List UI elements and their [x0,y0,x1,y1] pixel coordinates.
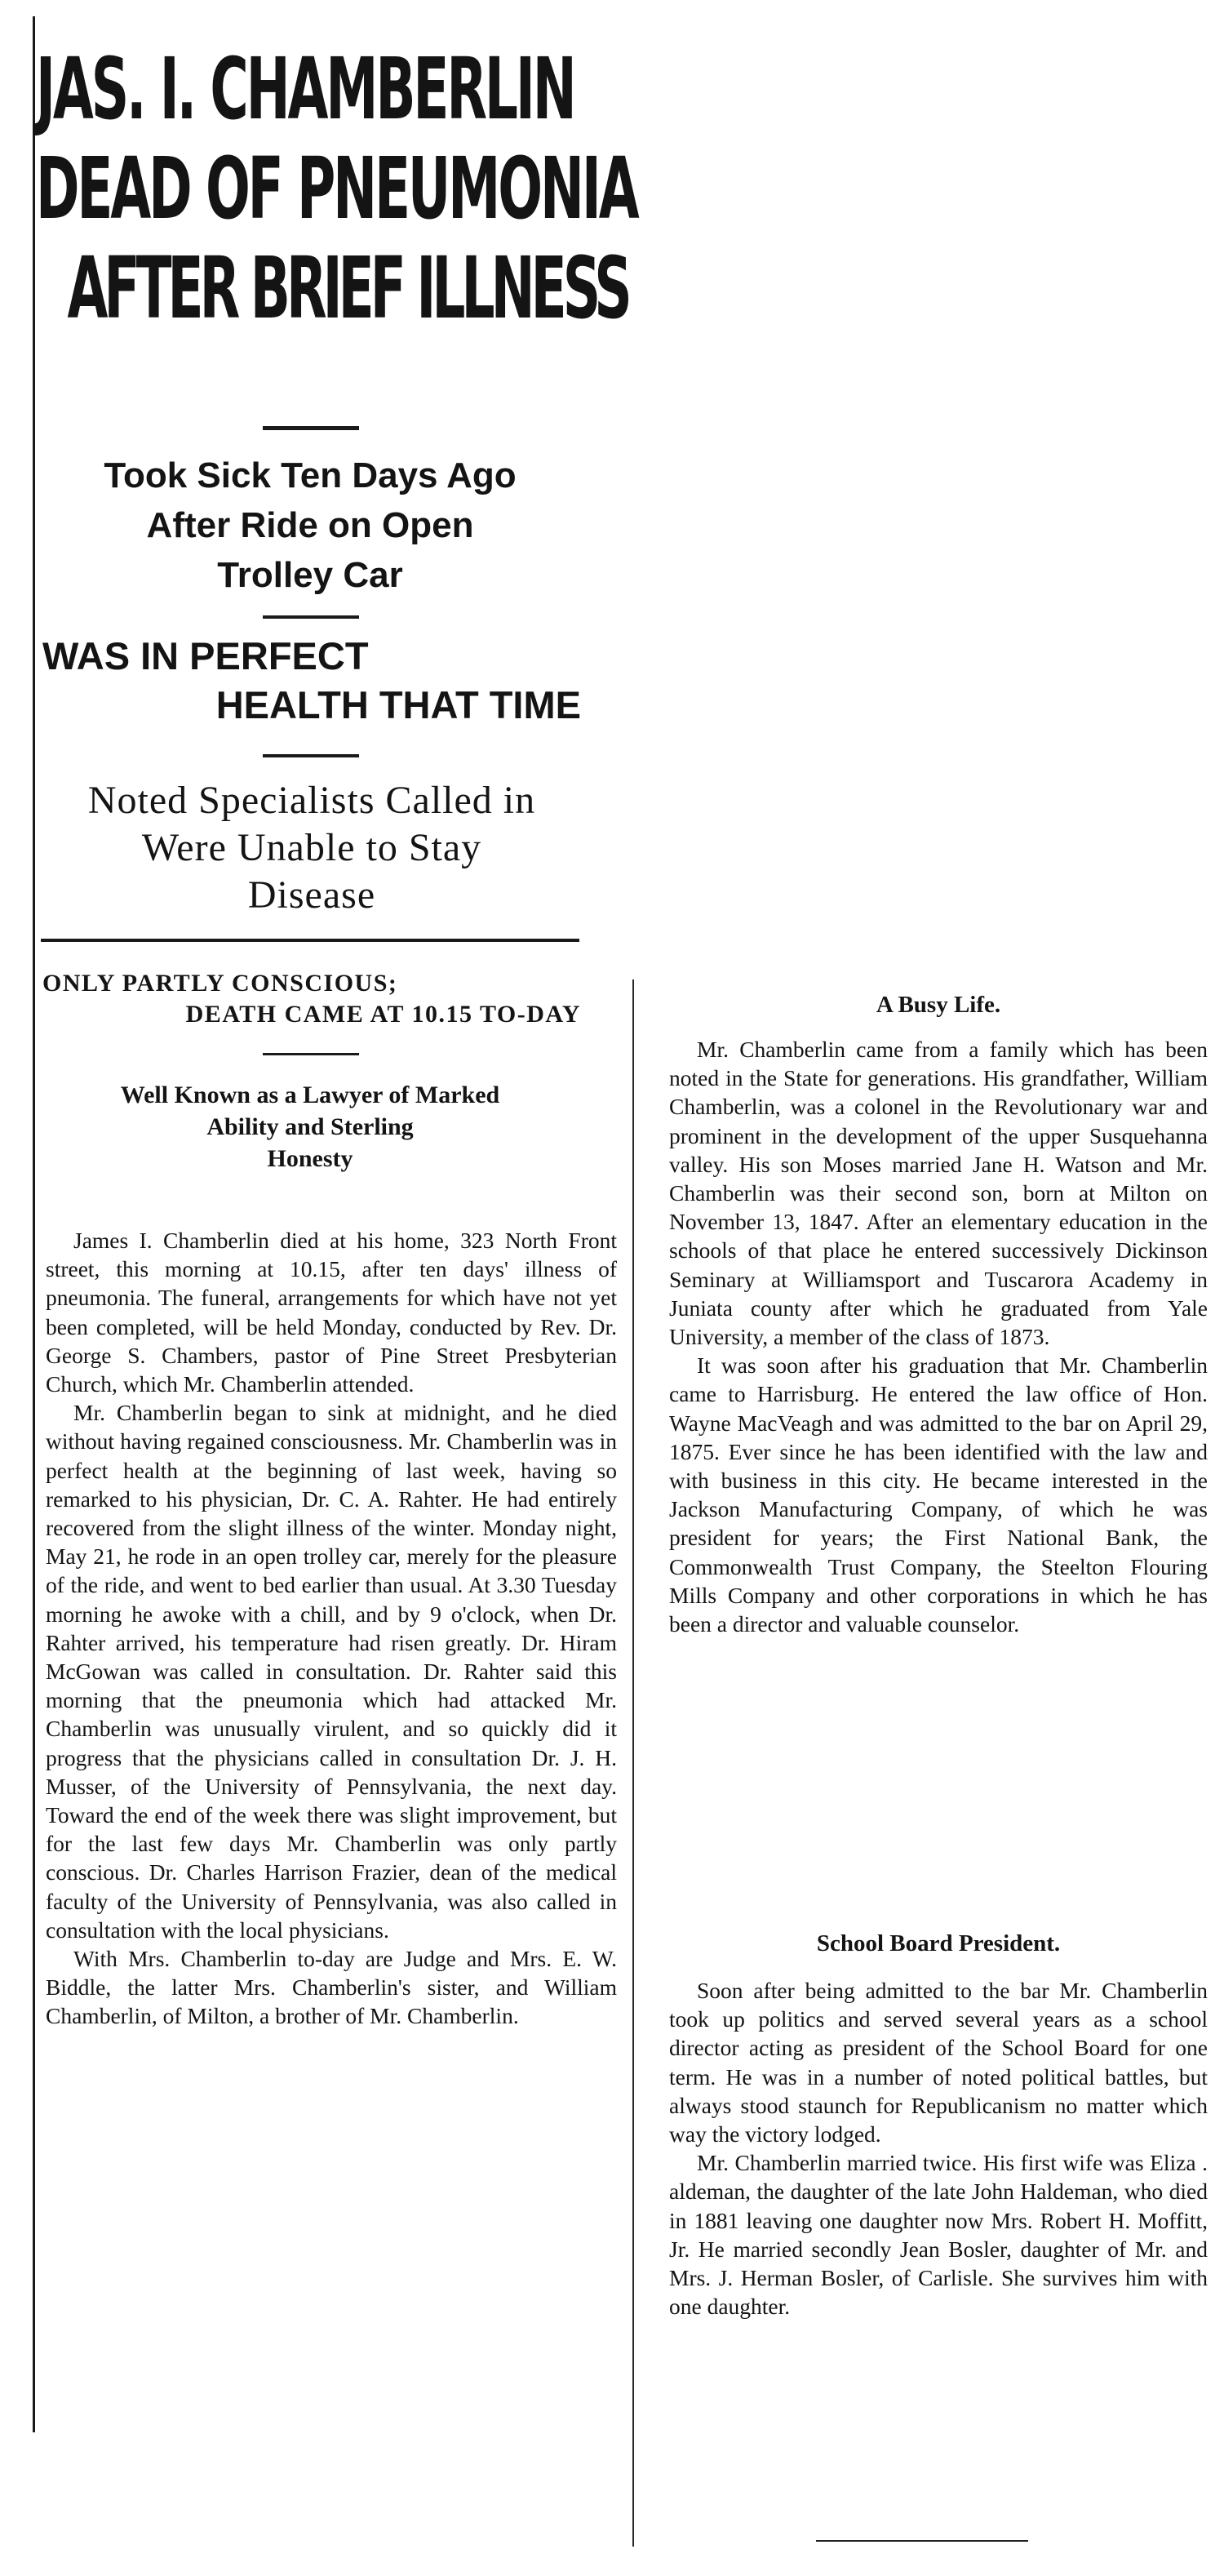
deck2-line-2: HEALTH THAT TIME [215,683,581,726]
deck2-line-1: WAS IN PERFECT [42,634,369,677]
left-paragraph-1: James I. Chamberlin died at his home, 323 North Front street, this morning at 10.15, after ten days' illness of pneumonia. The funeral, arrangements for which have not yet been completed, will be held Monday, conducted by Rev. Dr. George S. Chambers, pastor of Pine Street Presbyterian Church, which Mr. Chamberlin attended. [46,1228,617,1397]
main-headline [36,39,637,338]
headline-separator-1 [263,426,359,430]
deck3-line-2: Were Unable to Stay [141,826,482,869]
deck-well-known [49,1079,571,1175]
deck5-line-1: Well Known as a Lawyer of Marked [120,1081,500,1108]
right-paragraph-4: Mr. Chamberlin married twice. His first wife was Eliza . aldeman, the daughter of the late John Haldeman, who died in 1881 leaving one daughter now Mrs. Robert H. Moffitt, Jr. He married secondly Jean Bosler, daughter of Mr. and Mrs. J. Herman Bosler, of Carlisle. She survives him with one daughter. [669,2150,1208,2320]
left-column-rule [33,16,35,2432]
headline-separator-3 [263,754,359,757]
deck5-line-2: Ability and Sterling [206,1113,414,1140]
right-column-body-2 [669,1976,1208,2321]
left-column-body [46,1226,617,2031]
headline-line-1: JAS. I. CHAMBERLIN [36,39,574,139]
deck5-line-3: Honesty [267,1145,353,1172]
right-paragraph-1: Mr. Chamberlin came from a family which has been noted in the State for generations. His grandfather, William Chamberlin, was a colonel in the Revolutionary war and prominent in the development of the upper Susquehanna valley. His son Moses married Jane H. Watson and Mr. Chamberlin was their second son, born at Milton on November 13, 1847. After an elementary education in the schools of that place he entered successively Dickinson Seminary at Williamsport and Tuscarora Academy in Juniata county after which he graduated from Yale University, a member of the class of 1873. [669,1037,1208,1350]
right-paragraph-2: It was soon after his graduation that Mr. Chamberlin came to Harrisburg. He entered the law office of Hon. Wayne MacVeagh and was admitted to the bar on April 29, 1875. Ever since he has been identified with the law and with business in this city. He became interested in the Jackson Manufacturing Company, of which he was president for years; the First National Bank, the Commonwealth Trust Company, the Steelton Flouring Mills Company and other corporations in which he has been a director and valuable counselor. [669,1352,1208,1637]
subhead-busy-life: A Busy Life. [876,992,1001,1018]
deck-took-sick [41,451,579,600]
right-column-body-1 [669,1035,1208,1638]
headline-separator-5 [263,1053,359,1055]
deck4-line-2: DEATH CAME AT 10.15 TO-DAY [185,1001,581,1028]
deck1-line-2: After Ride on Open [146,505,474,545]
deck-perfect-health [42,632,581,730]
headline-line-2: DEAD OF PNEUMONIA [36,139,637,238]
deck1-line-1: Took Sick Ten Days Ago [104,455,517,495]
left-paragraph-2: Mr. Chamberlin began to sink at midnight, and he died without having regained consciousness. Mr. Chamberlin was in perfect health at the beginning of last week, having so remarked to his physician, Dr. C. A. Rahter. He had entirely recovered from the slight illness of the winter. Monday night, May 21, he rode in an open trolley car, merely for the pleasure of the ride, and went to bed earlier than usual. At 3.30 Tuesday morning he awoke with a chill, and by 9 o'clock, when Dr. Rahter arrived, his temperature had risen greatly. Dr. Hiram McGowan was called in consultation. Dr. Rahter said this morning that the pneumonia which had attacked Mr. Chamberlin was unusually virulent, and so quickly did it progress that the physicians called in consultation Dr. J. H. Musser, of the University of Pennsylvania, the next day. Toward the end of the week there was slight improvement, but for the last few days Mr. Chamberlin was only partly conscious. Dr. Charles Harrison Frazier, dean of the medical faculty of the University of Pennsylvania, was also called in consultation with the local physicians. [46,1400,617,1943]
deck4-line-1: ONLY PARTLY CONSCIOUS; [42,970,398,997]
column-divider-rule [632,979,634,2547]
deck-partly-conscious [42,968,581,1030]
deck1-line-3: Trolley Car [217,555,403,595]
deck3-line-1: Noted Specialists Called in [87,779,536,822]
headline-line-3: AFTER BRIEF ILLNESS [67,238,628,338]
deck-noted-specialists [42,777,581,919]
article-end-rule [816,2540,1028,2542]
deck3-line-3: Disease [247,873,376,917]
left-paragraph-3: With Mrs. Chamberlin to-day are Judge and Mrs. E. W. Biddle, the latter Mrs. Chamberlin's sister, and William Chamberlin, of Milton, a brother of Mr. Chamberlin. [46,1946,617,2029]
subhead-school-board: School Board President. [816,1930,1061,1956]
right-paragraph-3: Soon after being admitted to the bar Mr. Chamberlin took up politics and served several years as a school director acting as president of the School Board for one term. He was in a number of noted political battles, but always stood staunch for Republicanism no matter which way the victory lodged. [669,1978,1208,2147]
headline-separator-4 [41,939,579,942]
headline-separator-2 [263,615,359,619]
